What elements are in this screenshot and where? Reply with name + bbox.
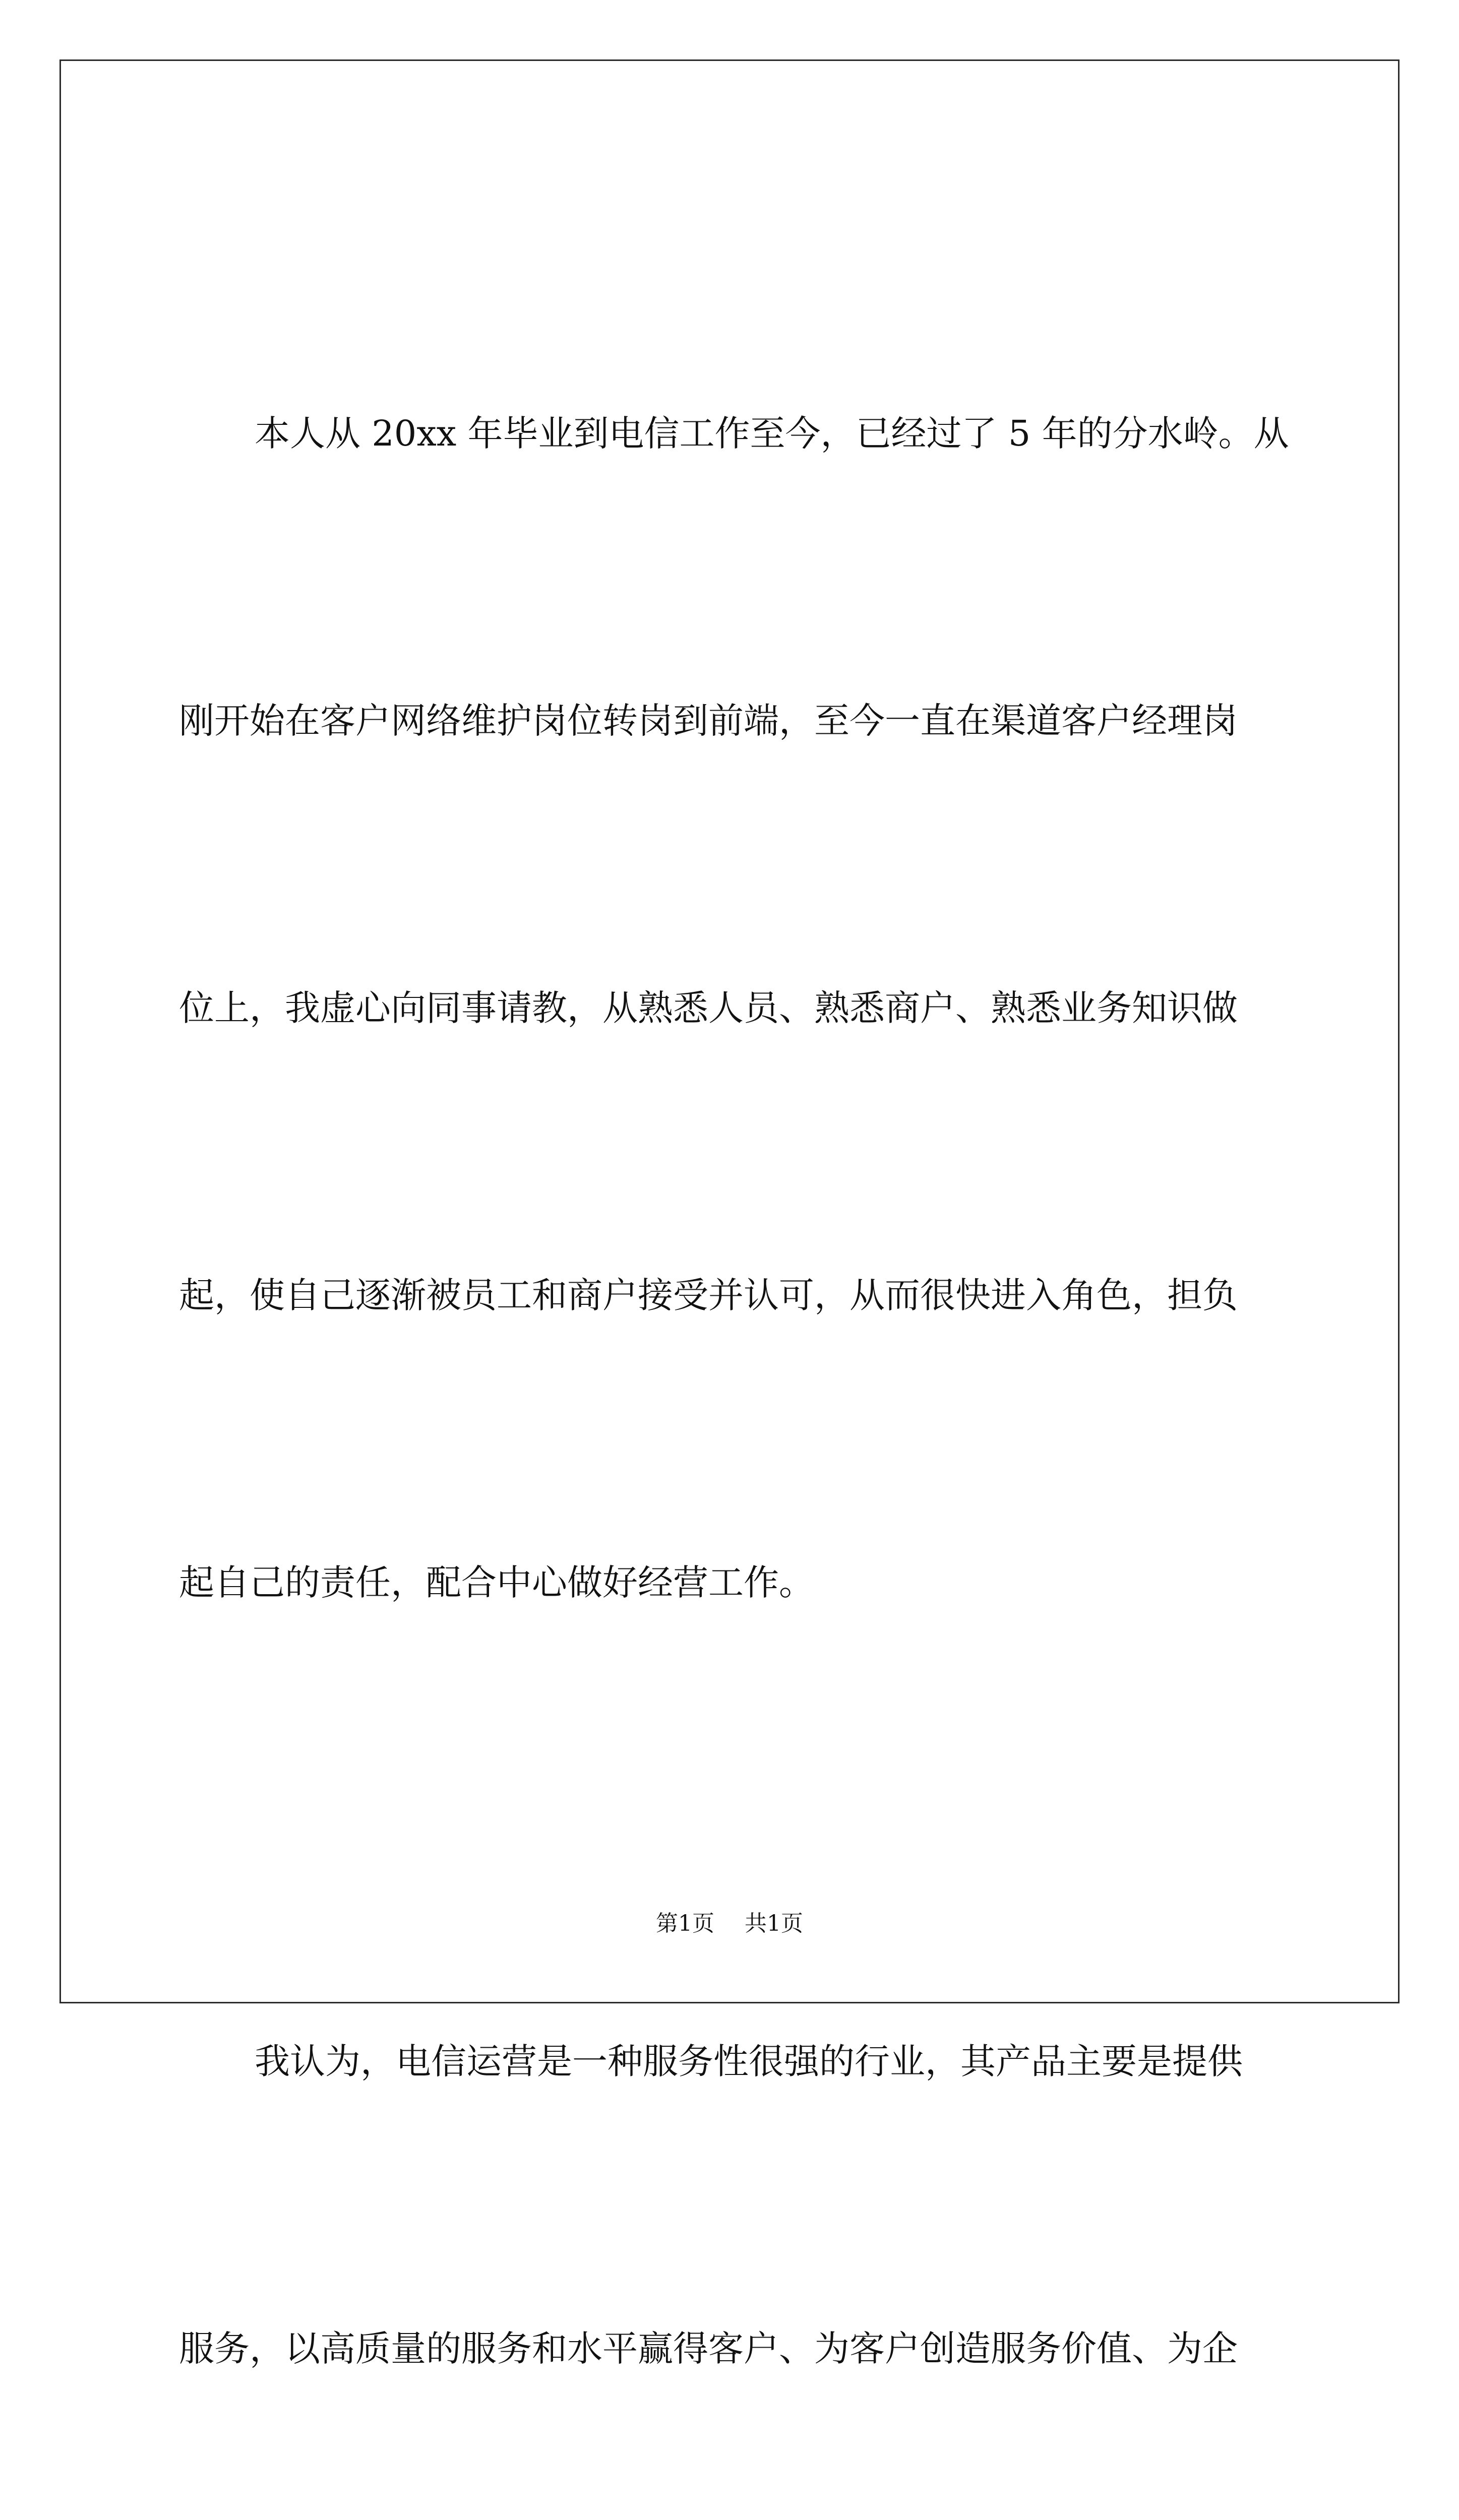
- text-line: 刚开始在客户网络维护岗位转岗到前端，至今一直在渠道客户经理岗: [179, 700, 1238, 741]
- text-line: 我认为，电信运营是一种服务性很强的行业，其产品主要是提供: [255, 2041, 1243, 2082]
- page-total: 共1页: [745, 1911, 803, 1936]
- page-footer: [0, 1905, 1459, 1937]
- text-line: 起自己的责任，配合中心做好经营工作。: [179, 1562, 814, 1603]
- text-line: 起，使自己逐渐被员工和商户接受并认可，从而很快进入角色，担负: [179, 1275, 1238, 1316]
- document-body: [179, 194, 1303, 2520]
- text-line: 服务，以高质量的服务和水平赢得客户、为客户创造服务价值、为企: [179, 2328, 1238, 2369]
- paragraph-intro: [179, 194, 1303, 1822]
- text-line: 本人从 20xx 年毕业到电信工作至今，已经过了 5 年的分水岭。从: [255, 413, 1289, 454]
- text-line: 位上，我虚心向同事请教，从熟悉人员、熟悉商户、熟悉业务知识做: [179, 987, 1238, 1029]
- page-number: 第1页: [656, 1911, 714, 1936]
